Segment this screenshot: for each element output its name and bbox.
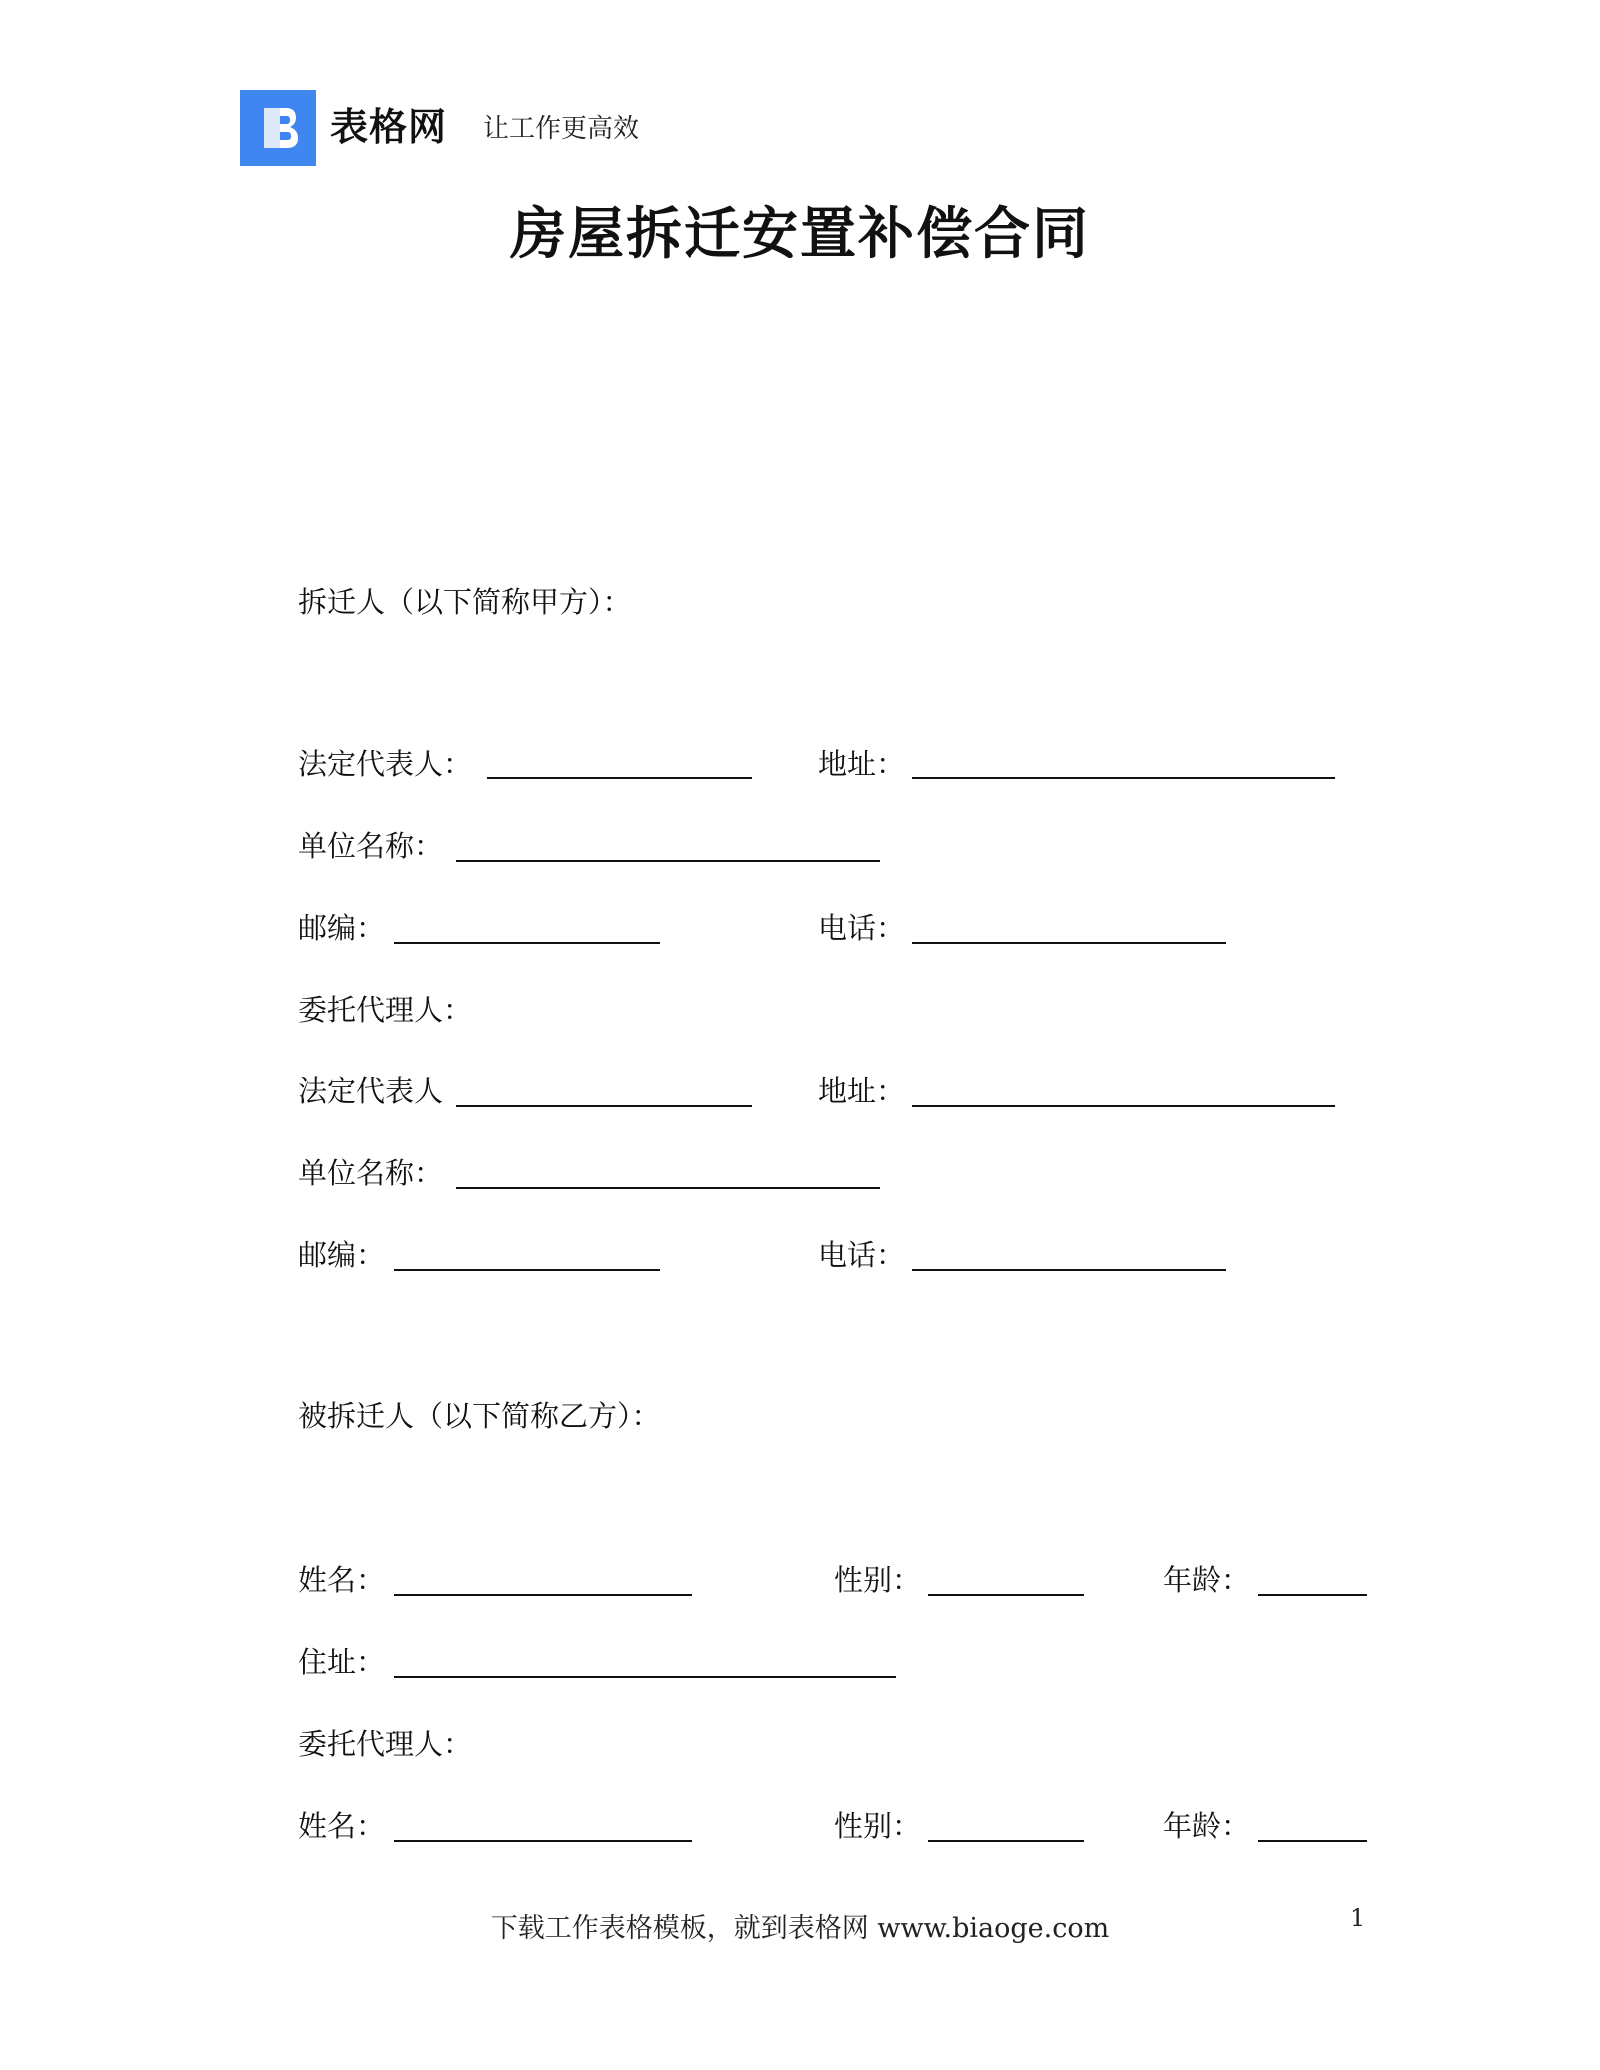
party-b-agent-heading: 委托代理人： [298,1727,473,1761]
party-b-age-field[interactable] [1258,1594,1367,1596]
party-b-heading: 被拆迁人（以下简称乙方）： [298,1399,661,1433]
party-a-legal-rep-field[interactable] [487,777,752,779]
brand-slogan: 让工作更高效 [483,114,640,144]
party-a-agent-postcode-field[interactable] [394,1269,660,1271]
party-a-legal-rep-label: 法定代表人： [298,747,473,781]
document-title: 房屋拆迁安置补偿合同 [510,202,1090,267]
biaoge-logo-icon [240,90,316,166]
party-a-agent-postcode-label: 邮编： [298,1238,386,1272]
party-b-agent-name-label: 姓名： [298,1809,386,1843]
party-a-phone-label: 电话： [818,911,906,945]
party-a-agent-unit-name-field[interactable] [456,1187,880,1189]
party-b-gender-label: 性别： [834,1563,922,1597]
party-a-postcode-label: 邮编： [298,911,386,945]
party-a-heading: 拆迁人（以下简称甲方）： [298,585,632,619]
party-b-residence-field[interactable] [394,1676,896,1678]
party-a-agent-legal-rep-field[interactable] [456,1105,752,1107]
party-a-agent-address-label: 地址： [818,1074,906,1108]
party-a-address-field[interactable] [912,777,1335,779]
party-a-unit-name-label: 单位名称： [298,829,444,863]
party-a-agent-legal-rep-label: 法定代表人 [298,1074,444,1108]
party-a-phone-field[interactable] [912,942,1226,944]
party-b-agent-name-field[interactable] [394,1840,692,1842]
party-a-address-label: 地址： [818,747,906,781]
party-a-agent-phone-field[interactable] [912,1269,1226,1271]
party-b-residence-label: 住址： [298,1645,386,1679]
party-a-agent-heading: 委托代理人： [298,993,473,1027]
party-a-agent-address-field[interactable] [912,1105,1335,1107]
party-b-agent-gender-label: 性别： [834,1809,922,1843]
party-a-postcode-field[interactable] [394,942,660,944]
party-a-unit-name-field[interactable] [456,860,880,862]
party-b-gender-field[interactable] [928,1594,1084,1596]
party-b-name-label: 姓名： [298,1563,386,1597]
party-b-name-field[interactable] [394,1594,692,1596]
page-number: 1 [1350,1904,1366,1932]
party-b-agent-age-field[interactable] [1258,1840,1367,1842]
footer-text[interactable]: 下载工作表格模板，就到表格网 www.biaoge.com [490,1913,1110,1944]
party-b-agent-gender-field[interactable] [928,1840,1084,1842]
party-a-agent-unit-name-label: 单位名称： [298,1156,444,1190]
brand-name[interactable]: 表格网 [330,105,448,149]
party-b-agent-age-label: 年龄： [1163,1809,1251,1843]
party-a-agent-phone-label: 电话： [818,1238,906,1272]
brand-logo[interactable] [240,90,316,166]
party-b-age-label: 年龄： [1163,1563,1251,1597]
